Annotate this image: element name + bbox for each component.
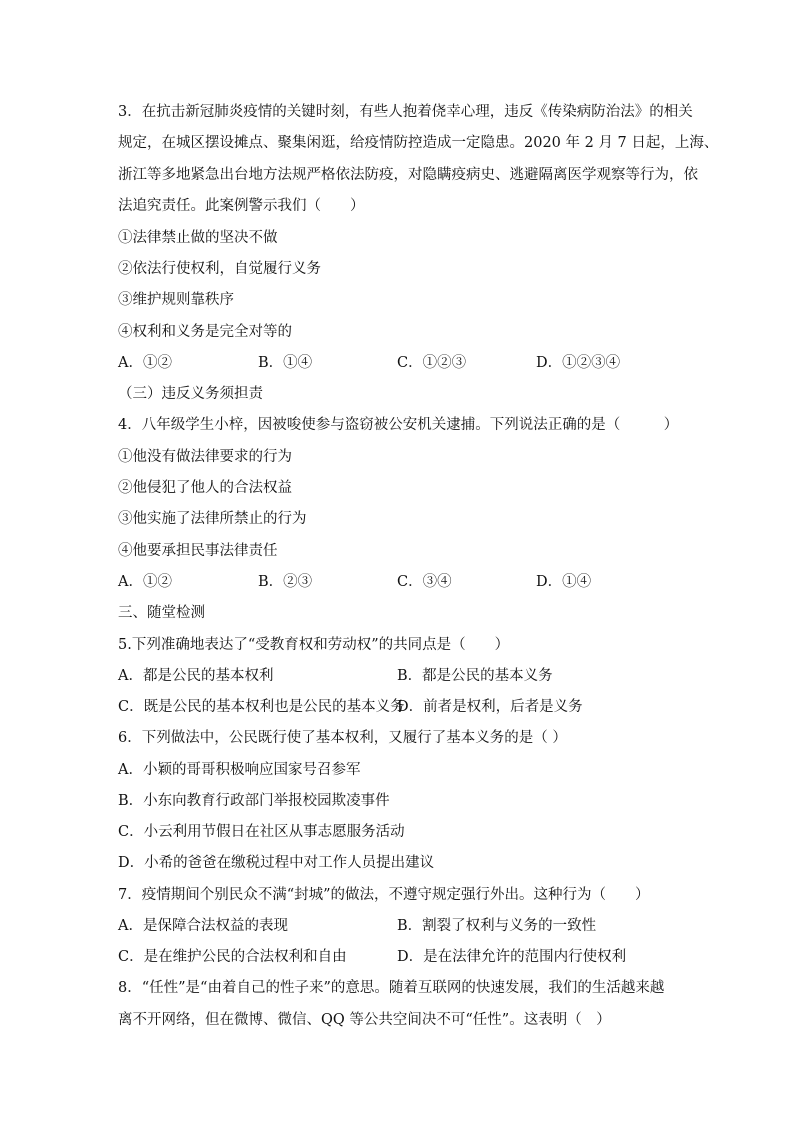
q6-stem: 6．下列做法中，公民既行使了基本权利，又履行了基本义务的是（ ） <box>118 730 567 746</box>
q3-option-d: D．①②③④ <box>536 355 621 371</box>
q3-option-c: C．①②③ <box>397 355 467 371</box>
q4-item-3: ③他实施了法律所禁止的行为 <box>118 511 307 527</box>
section-subheading: （三）违反义务须担责 <box>118 386 263 402</box>
q3-item-2: ②依法行使权利，自觉履行义务 <box>118 261 321 277</box>
q5-option-a: A．都是公民的基本权利 <box>118 668 274 684</box>
q7-stem: 7．疫情期间个别民众不满“封城”的做法，不遵守规定强行外出。这种行为（ ） <box>118 887 650 903</box>
q3-item-1: ①法律禁止做的坚决不做 <box>118 230 278 246</box>
q7-option-a: A．是保障合法权益的表现 <box>118 918 288 934</box>
q6-option-c: C．小云利用节假日在社区从事志愿服务活动 <box>118 824 405 840</box>
q3-option-b: B．①④ <box>258 355 313 371</box>
q7-option-d: D．是在法律允许的范围内行使权利 <box>397 949 627 965</box>
q5-option-c: C．既是公民的基本权利也是公民的基本义务 <box>118 699 405 715</box>
q8-stem-line-2: 离不开网络，但在微博、微信、QQ 等公共空间决不可“任性”。这表明（ ） <box>118 1012 611 1028</box>
q3-item-4: ④权利和义务是完全对等的 <box>118 324 292 340</box>
q4-stem: 4．八年级学生小梓，因被唆使参与盗窃被公安机关逮捕。下列说法正确的是（ ） <box>118 417 679 433</box>
q3-option-a: A．①② <box>118 355 172 371</box>
q5-option-b: B．都是公民的基本义务 <box>397 668 553 684</box>
q5-option-d: D．前者是权利，后者是义务 <box>397 699 583 715</box>
q3-stem-line-2: 规定，在城区摆设摊点、聚集闲逛，给疫情防控造成一定隐患。2020 年 2 月 7 日起，上海、 <box>118 135 719 151</box>
q3-stem-line-1: 3．在抗击新冠肺炎疫情的关键时刻，有些人抱着侥幸心理，违反《传染病防治法》的相关 <box>118 104 693 120</box>
q5-stem: 5.下列准确地表达了“受教育权和劳动权”的共同点是（ ） <box>118 637 510 653</box>
q3-stem-line-3: 浙江等多地紧急出台地方法规严格依法防疫，对隐瞒疫病史、逃避隔离医学观察等行为，依 <box>118 167 698 183</box>
q6-option-a: A．小颖的哥哥积极响应国家号召参军 <box>118 762 361 778</box>
q4-option-b: B．②③ <box>258 574 313 590</box>
q4-item-2: ②他侵犯了他人的合法权益 <box>118 480 292 496</box>
q4-option-d: D．①④ <box>536 574 592 590</box>
q4-item-1: ①他没有做法律要求的行为 <box>118 449 292 465</box>
q4-option-a: A．①② <box>118 574 172 590</box>
q6-option-d: D．小希的爸爸在缴税过程中对工作人员提出建议 <box>118 855 435 871</box>
section-heading: 三、随堂检测 <box>118 605 205 621</box>
q6-option-b: B．小东向教育行政部门举报校园欺凌事件 <box>118 793 390 809</box>
q7-option-c: C．是在维护公民的合法权利和自由 <box>118 949 347 965</box>
q7-option-b: B．割裂了权利与义务的一致性 <box>397 918 597 934</box>
q8-stem-line-1: 8．“任性”是“由着自己的性子来”的意思。随着互联网的快速发展，我们的生活越来越 <box>118 980 665 996</box>
q4-item-4: ④他要承担民事法律责任 <box>118 543 278 559</box>
q3-item-3: ③维护规则靠秩序 <box>118 292 234 308</box>
q3-stem-line-4: 法追究责任。此案例警示我们（ ） <box>118 198 365 214</box>
q4-option-c: C．③④ <box>397 574 452 590</box>
